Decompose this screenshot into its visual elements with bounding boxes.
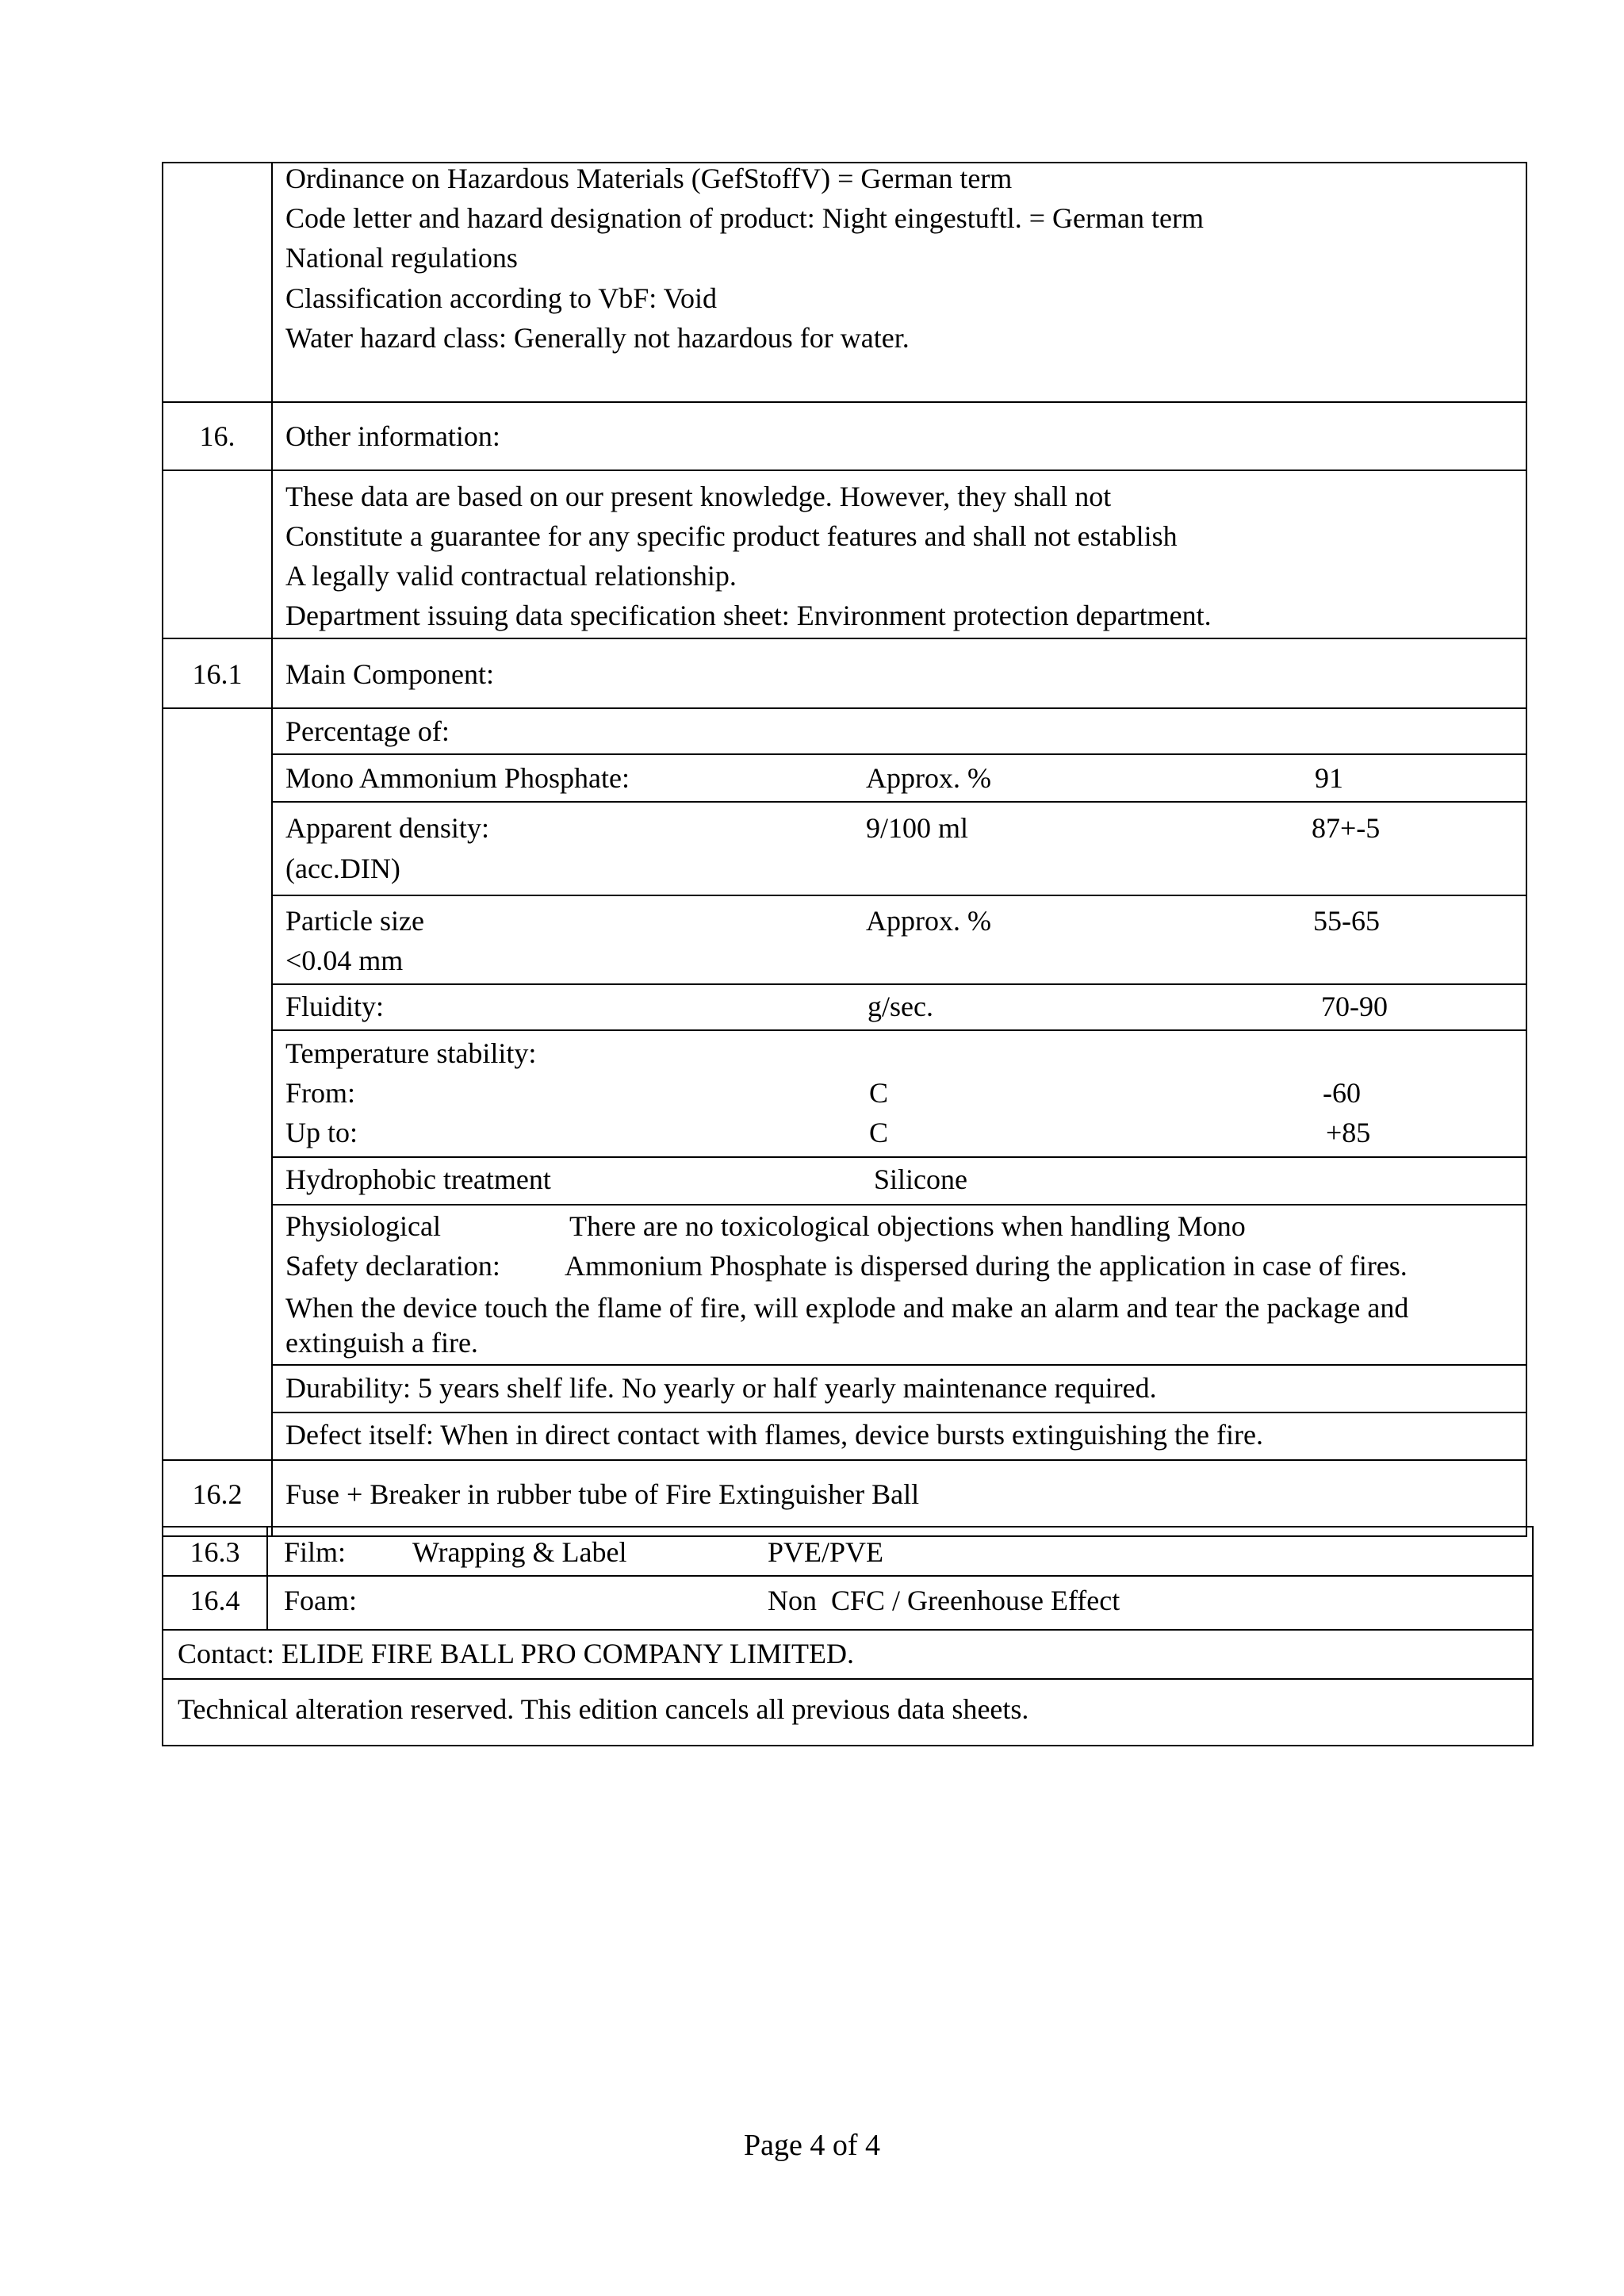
section-16-number: 16. bbox=[199, 420, 236, 452]
component-value: 87+-5 bbox=[1312, 812, 1381, 844]
safety-declaration-text: Ammonium Phosphate is dispersed during the application in case of fires. bbox=[565, 1250, 1408, 1282]
component-divider bbox=[271, 1204, 1527, 1205]
temperature-from-label: From: bbox=[285, 1077, 356, 1109]
component-divider bbox=[271, 1156, 1527, 1158]
temperature-upto-label: Up to: bbox=[285, 1117, 358, 1148]
regulation-line: Classification according to VbF: Void bbox=[285, 282, 717, 314]
component-value: 55-65 bbox=[1313, 905, 1380, 937]
component-value: 91 bbox=[1315, 762, 1343, 794]
component-unit: 9/100 ml bbox=[866, 812, 969, 844]
contact-line: Contact: ELIDE FIRE BALL PRO COMPANY LIMITED. bbox=[178, 1638, 854, 1669]
foam-label: Foam: bbox=[284, 1585, 358, 1616]
component-divider bbox=[271, 983, 1527, 985]
page-number: Page 4 of 4 bbox=[743, 2129, 881, 2162]
component-label-note: <0.04 mm bbox=[285, 945, 404, 976]
section-16-2-number: 16.2 bbox=[192, 1478, 243, 1510]
regulation-line: Ordinance on Hazardous Materials (GefStoffV) = German term bbox=[285, 163, 1013, 194]
component-divider bbox=[271, 1364, 1527, 1366]
section-16-1-title: Main Component: bbox=[285, 658, 494, 690]
row-divider bbox=[162, 638, 1527, 639]
component-label: Mono Ammonium Phosphate: bbox=[285, 762, 630, 794]
component-label-note: (acc.DIN) bbox=[285, 853, 400, 884]
durability-text: Durability: 5 years shelf life. No yearly or half yearly maintenance required. bbox=[285, 1372, 1157, 1404]
disclaimer-line: Department issuing data specification sheet: Environment protection department. bbox=[285, 600, 1212, 631]
row-divider bbox=[162, 1629, 1534, 1631]
row-divider bbox=[162, 1459, 1527, 1461]
alteration-notice: Technical alteration reserved. This edition cancels all previous data sheets. bbox=[178, 1693, 1029, 1725]
physiological-label: Physiological bbox=[285, 1210, 441, 1242]
physiological-text: There are no toxicological objections when handling Mono bbox=[569, 1210, 1246, 1242]
component-label: Temperature stability: bbox=[285, 1037, 537, 1069]
foam-value: Non CFC / Greenhouse Effect bbox=[768, 1585, 1120, 1616]
film-sublabel: Wrapping & Label bbox=[412, 1536, 627, 1568]
regulation-line: National regulations bbox=[285, 242, 518, 274]
defect-itself-text: Defect itself: When in direct contact with flames, device bursts extinguishing the fire. bbox=[285, 1419, 1263, 1451]
film-label: Film: bbox=[284, 1536, 347, 1568]
temperature-upto-unit: C bbox=[869, 1117, 889, 1148]
section-16-3-number: 16.3 bbox=[190, 1536, 240, 1568]
lower-table-column-divider bbox=[266, 1526, 268, 1629]
row-divider bbox=[162, 470, 1527, 471]
disclaimer-line: A legally valid contractual relationship. bbox=[285, 560, 737, 592]
component-unit: g/sec. bbox=[868, 991, 933, 1022]
regulation-line: Water hazard class: Generally not hazardous for water. bbox=[285, 322, 910, 354]
row-divider bbox=[162, 1678, 1534, 1680]
temperature-from-unit: C bbox=[869, 1077, 889, 1109]
component-value: Silicone bbox=[874, 1163, 967, 1195]
section-16-2-text: Fuse + Breaker in rubber tube of Fire Extinguisher Ball bbox=[285, 1478, 920, 1510]
section-16-4-number: 16.4 bbox=[190, 1585, 240, 1616]
component-label: Fluidity: bbox=[285, 991, 385, 1022]
component-divider bbox=[271, 1412, 1527, 1413]
percentage-of-label: Percentage of: bbox=[285, 715, 450, 747]
section-16-title: Other information: bbox=[285, 420, 500, 452]
row-divider bbox=[162, 401, 1527, 403]
regulation-line: Code letter and hazard designation of product: Night eingestuftl. = German term bbox=[285, 202, 1204, 234]
component-unit: Approx. % bbox=[866, 762, 991, 794]
temperature-from-value: -60 bbox=[1323, 1077, 1361, 1109]
component-label: Apparent density: bbox=[285, 812, 489, 844]
component-label: Hydrophobic treatment bbox=[285, 1163, 551, 1195]
row-divider bbox=[162, 707, 1527, 709]
component-value: 70-90 bbox=[1321, 991, 1388, 1022]
disclaimer-line: These data are based on our present knowledge. However, they shall not bbox=[285, 481, 1112, 512]
upper-table-column-divider bbox=[271, 162, 273, 1537]
section-16-1-number: 16.1 bbox=[192, 658, 243, 690]
row-divider bbox=[162, 1575, 1534, 1577]
component-divider bbox=[271, 1029, 1527, 1031]
disclaimer-line: Constitute a guarantee for any specific product features and shall not establish bbox=[285, 520, 1178, 552]
safety-declaration-label: Safety declaration: bbox=[285, 1250, 500, 1282]
film-value: PVE/PVE bbox=[768, 1536, 884, 1568]
temperature-upto-value: +85 bbox=[1326, 1117, 1371, 1148]
component-unit: Approx. % bbox=[866, 905, 991, 937]
component-label: Particle size bbox=[285, 905, 424, 937]
device-behaviour-text: When the device touch the flame of fire, will explode and make an alarm and tear the package and extinguish a fire. bbox=[285, 1292, 1409, 1359]
component-divider bbox=[271, 801, 1527, 803]
component-divider bbox=[271, 895, 1527, 896]
component-divider bbox=[271, 753, 1527, 755]
